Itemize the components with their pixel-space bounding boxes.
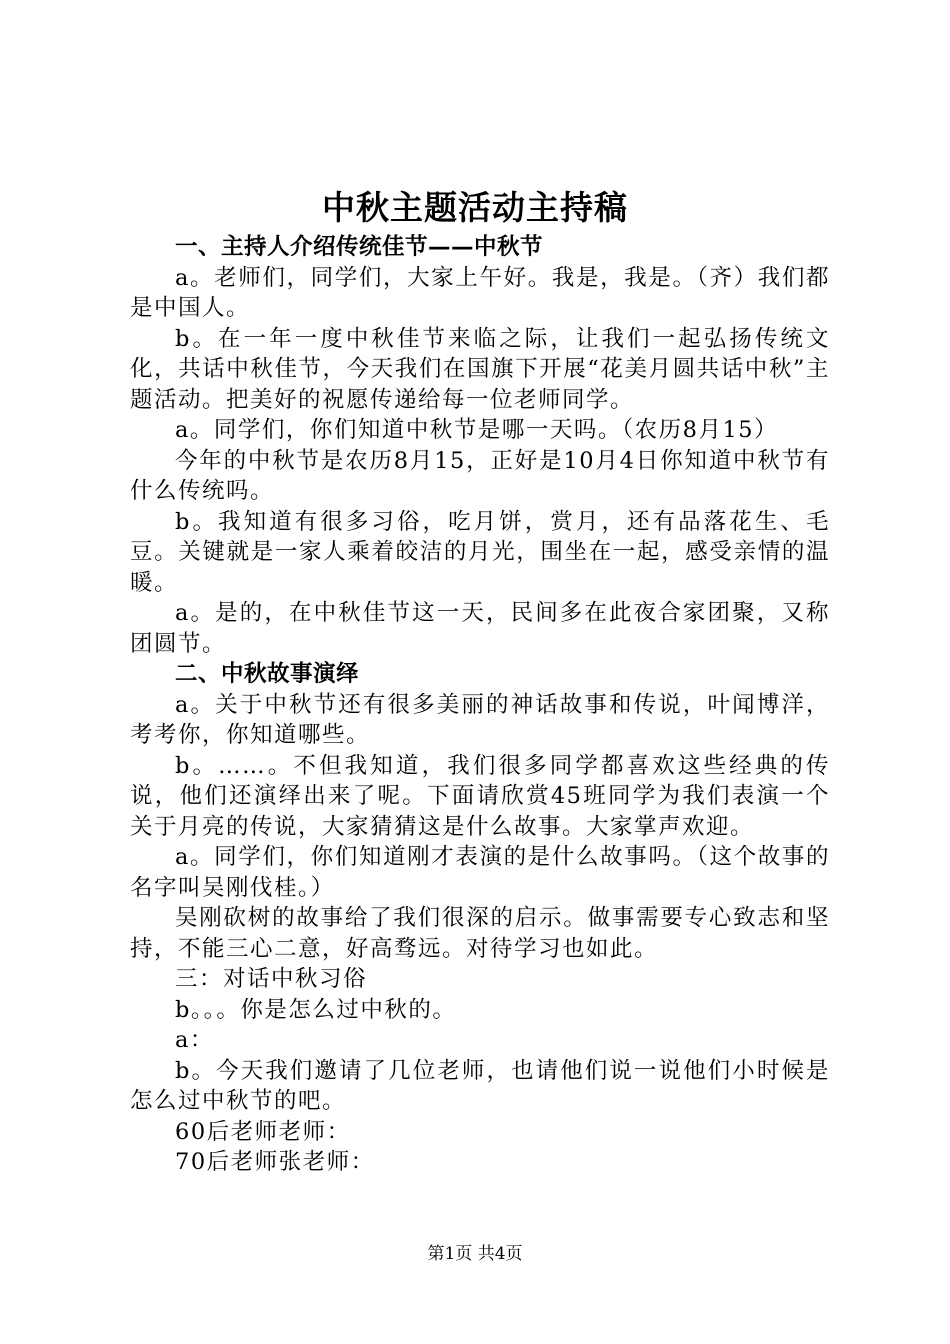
paragraph: b。……。不但我知道，我们很多同学都喜欢这些经典的传说，他们还演绎出来了呢。下面请欣赏45班同学为我们表演一个关于月亮的传说，大家猜猜这是什么故事。大家掌声欢迎。 xyxy=(130,752,830,840)
paragraph: b。我知道有很多习俗，吃月饼，赏月，还有品落花生、毛豆。关键就是一家人乘着皎洁的月光，围坐在一起，感受亲情的温暖。 xyxy=(130,508,830,596)
paragraph: a。老师们，同学们，大家上午好。我是，我是。（齐）我们都是中国人。 xyxy=(130,264,830,321)
paragraph: a。关于中秋节还有很多美丽的神话故事和传说，叶闻博洋，考考你，你知道哪些。 xyxy=(130,691,830,748)
page-number-footer: 第1页 共4页 xyxy=(427,1244,523,1264)
section-heading: 一、主持人介绍传统佳节——中秋节 xyxy=(175,234,544,260)
document-title: 中秋主题活动主持稿 xyxy=(322,188,628,227)
document-body xyxy=(130,232,830,1178)
paragraph: b。。。你是怎么过中秋的。 xyxy=(175,996,457,1023)
paragraph: 今年的中秋节是农历8月15，正好是10月4日你知道中秋节有什么传统吗。 xyxy=(130,447,830,504)
paragraph: a。同学们，你们知道刚才表演的是什么故事吗。（这个故事的名字叫吴刚伐桂。） xyxy=(130,844,830,901)
paragraph: a。是的，在中秋佳节这一天，民间多在此夜合家团聚，又称团圆节。 xyxy=(130,600,830,657)
paragraph: 三：对话中秋习俗 xyxy=(175,966,368,992)
paragraph: 吴刚砍树的故事给了我们很深的启示。做事需要专心致志和坚持，不能三心二意，好高骛远。对待学习也如此。 xyxy=(130,905,830,962)
paragraph: a。同学们，你们知道中秋节是哪一天吗。（农历8月15） xyxy=(175,417,779,443)
paragraph: b。今天我们邀请了几位老师，也请他们说一说他们小时候是怎么过中秋节的吧。 xyxy=(130,1057,830,1114)
section-heading: 二、中秋故事演绎 xyxy=(175,661,360,687)
paragraph: b。在一年一度中秋佳节来临之际，让我们一起弘扬传统文化，共话中秋佳节，今天我们在国旗下开展“花美月圆共话中秋”主题活动。把美好的祝愿传递给每一位老师同学。 xyxy=(130,325,830,413)
paragraph: 60后老师老师： xyxy=(175,1118,351,1145)
paragraph: a： xyxy=(175,1027,214,1053)
paragraph: 70后老师张老师： xyxy=(175,1149,375,1175)
